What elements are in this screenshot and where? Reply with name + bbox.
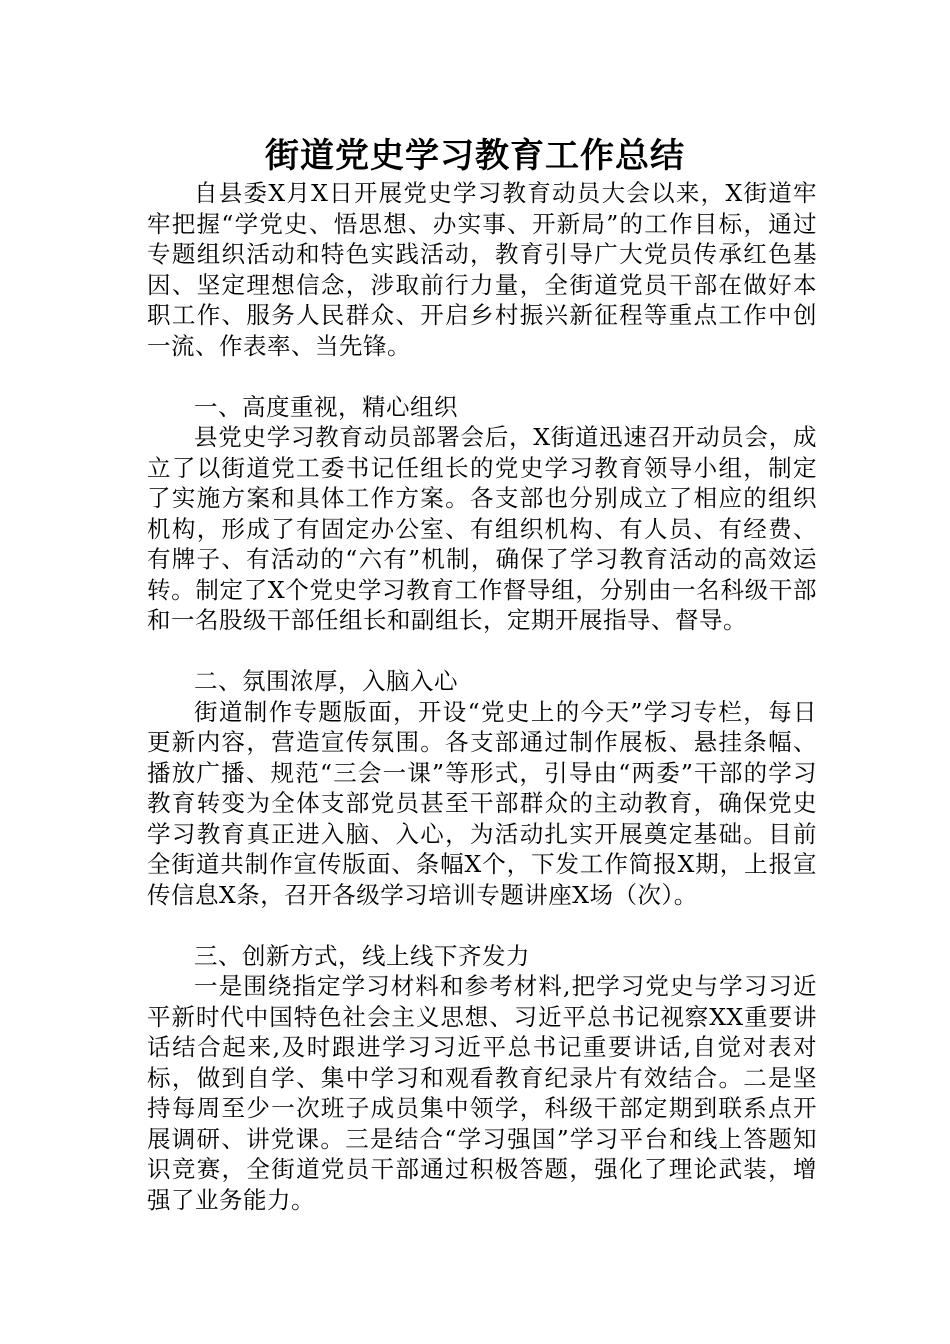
section-body-2: 街道制作专题版面，开设“党史上的今天”学习专栏，每日更新内容，营造宣传氛围。各支部通过制作展板、悬挂条幅、播放广播、规范“三会一课”等形式，引导由“两委”干部的学习教育转变为全体支部党员甚至干部群众的主动教育，确保党史学习教育真正进入脑、入心，为活动扎实开展奠定基础。目前全街道共制作宣传版面、条幅X个，下发工作简报X期，上报宣传信息X条，召开各级学习培训专题讲座X场（次）。 bbox=[147, 697, 817, 909]
document-title: 街道党史学习教育工作总结 bbox=[265, 136, 685, 176]
section-body-3: 一是围绕指定学习材料和参考材料,把学习党史与学习习近平新时代中国特色社会主义思想、习近平总书记视察XX重要讲话结合起来,及时跟进学习习近平总书记重要讲话,自觉对表对标，做到自学、集中学习和观看教育纪录片有效结合。二是坚持每周至少一次班子成员集中领学，科级干部定期到联系点开展调研、讲党课。三是结合“学习强国”学习平台和线上答题知识竞赛，全街道党员干部通过积极答题，强化了理论武装，增强了业务能力。 bbox=[147, 972, 817, 1214]
section-heading-3: 三、创新方式，线上线下齐发力 bbox=[194, 941, 530, 970]
section-body-1: 县党史学习教育动员部署会后，X街道迅速召开动员会，成立了以街道党工委书记任组长的党史学习教育领导小组，制定了实施方案和具体工作方案。各支部也分别成立了相应的组织机构，形成了有固定办公室、有组织机构、有人员、有经费、有牌子、有活动的“六有”机制，确保了学习教育活动的高效运转。制定了X个党史学习教育工作督导组，分别由一名科级干部和一名股级干部任组长和副组长，定期开展指导、督导。 bbox=[147, 423, 817, 634]
document-body bbox=[147, 178, 817, 1215]
section-heading-2: 二、氛围浓厚，入脑入心 bbox=[194, 667, 458, 695]
intro-paragraph: 自县委X月X日开展党史学习教育动员大会以来，X街道牢牢把握“学党史、悟思想、办实事、开新局”的工作目标，通过专题组织活动和特色实践活动，教育引导广大党员传承红色基因、坚定理想信念，涉取前行力量，全街道党员干部在做好本职工作、服务人民群众、开启乡村振兴新征程等重点工作中创一流、作表率、当先锋。 bbox=[147, 179, 817, 360]
section-heading-1: 一、高度重视，精心组织 bbox=[194, 392, 458, 421]
